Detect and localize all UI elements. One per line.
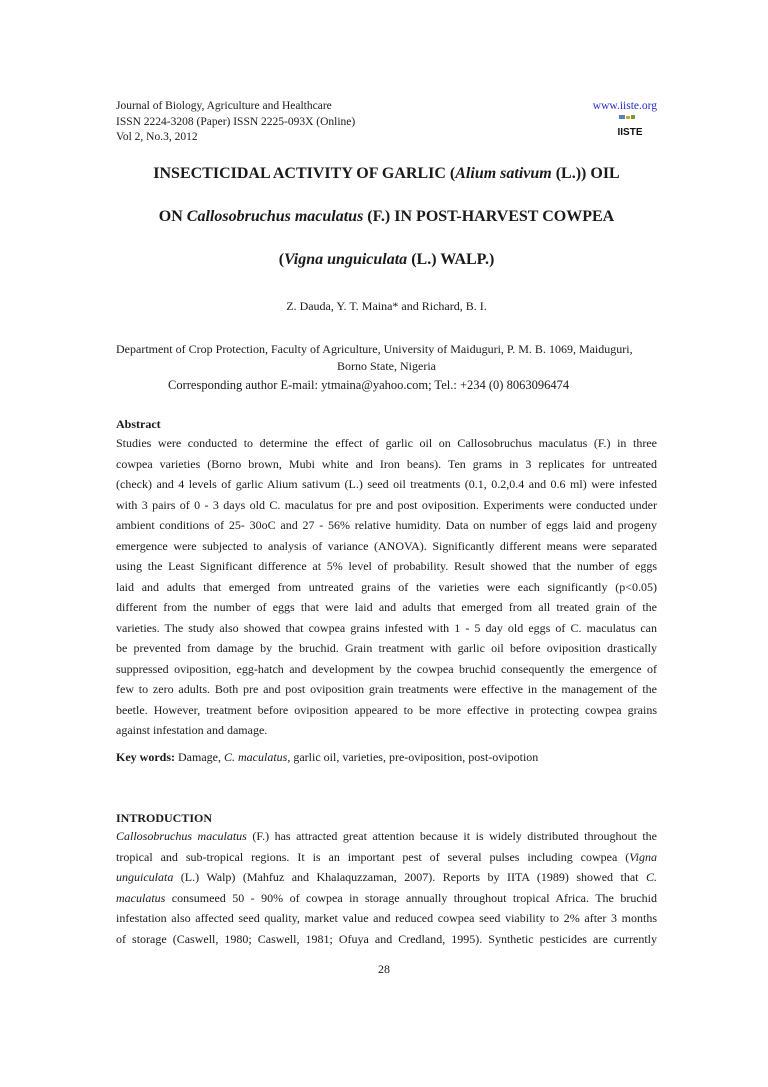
intro-line: unguiculata (L.) Walp) (Mahfuz and Khalaquzzaman, 2007). Reports by IITA (1989) showed that C. xyxy=(116,870,657,884)
abstract-line: beetle. However, treatment before oviposition appeared to be more effective in protecting cowpea grains xyxy=(116,702,657,717)
abstract-line: (check) and 4 levels of garlic Alium sativum (L.) seed oil treatments (0.1, 0.2,0.4 and 0.6 ml) were infested xyxy=(116,477,657,491)
journal-name: Journal of Biology, Agriculture and Healthcare xyxy=(116,100,332,112)
keywords-label: Key words: xyxy=(116,750,175,764)
affiliation-line-2: Borno State, Nigeria xyxy=(337,359,436,373)
title-line-2: ON Callosobruchus maculatus (F.) IN POST-HARVEST COWPEA xyxy=(158,208,615,225)
intro-line: tropical and sub-tropical regions. It is an important pest of several pulses including cowpea (Vigna xyxy=(116,849,657,864)
abstract-line: be prevented from damage by the bruchid. Grain treatment with garlic oil before oviposition drastically xyxy=(116,641,657,655)
abstract-line: Studies were conducted to determine the effect of garlic oil on Callosobruchus maculatus (F.) in three xyxy=(116,436,657,450)
journal-header xyxy=(116,99,657,146)
abstract-line: emergence were subjected to analysis of variance (ANOVA). Significantly different means were separated xyxy=(116,538,657,553)
journal-issn: ISSN 2224-3208 (Paper) ISSN 2225-093X (Online) xyxy=(116,115,356,128)
abstract-line: using the Least Significant difference at 5% level of probability. Result showed that the number of eggs xyxy=(116,559,657,573)
title-line-3: (Vigna unguiculata (L.) WALP.) xyxy=(278,251,495,268)
introduction-heading: INTRODUCTION xyxy=(116,811,213,825)
abstract-body xyxy=(116,433,657,741)
abstract-heading: Abstract xyxy=(116,417,161,431)
iiste-logo xyxy=(615,115,645,137)
abstract-line: laid and adults that emerged from untreated grains of the varieties were each significantly (p<0.05) xyxy=(116,579,657,594)
keywords: Key words: Damage, C. maculatus, garlic oil, varieties, pre-oviposition, post-ovipotion xyxy=(116,750,539,764)
abstract-line: ambient conditions of 25- 30oC and 27 - 56% relative humidity. Data on number of eggs laid and progeny xyxy=(116,518,657,532)
intro-line: Callosobruchus maculatus (F.) has attracted great attention because it is widely distributed throughout the xyxy=(116,829,657,843)
journal-volume: Vol 2, No.3, 2012 xyxy=(116,131,198,143)
abstract-line: suppressed oviposition, egg-hatch and development by the cowpea bruchid consequently the emergence of xyxy=(116,661,657,676)
abstract-line: with 3 pairs of 0 - 3 days old C. maculatus for pre and post oviposition. Experiments were conducted under xyxy=(116,497,657,512)
author-list: Z. Dauda, Y. T. Maina* and Richard, B. I. xyxy=(286,299,487,313)
abstract-line: few to zero adults. Both pre and post oviposition grain treatments were effective in the management of the xyxy=(116,682,657,696)
title-line-1: INSECTICIDAL ACTIVITY OF GARLIC (Alium sativum (L.)) OIL xyxy=(153,165,620,182)
journal-url-link[interactable]: www.iiste.org xyxy=(592,100,657,112)
intro-line: of storage (Caswell, 1980; Caswell, 1981; Ofuya and Credland, 1995). Synthetic pesticides are currently xyxy=(116,931,657,946)
intro-line: maculatus consumeed 50 - 90% of cowpea in storage annually throughout tropical Africa. The bruchid xyxy=(116,890,657,905)
page-number: 28 xyxy=(378,962,390,976)
abstract-line: against infestation and damage. xyxy=(116,723,268,737)
abstract-line: cowpea varieties (Borno brown, Mubi white and Iron beans). Ten grams in 3 replicates for untreated xyxy=(116,456,657,471)
abstract-line: varieties. The study also showed that cowpea grains infested with 1 - 5 day old eggs of C. maculatus can xyxy=(116,620,657,635)
corresponding-author: Corresponding author E-mail: ytmaina@yahoo.com; Tel.: +234 (0) 8063096474 xyxy=(168,378,570,392)
intro-line: infestation also affected seed quality, market value and reduced cowpea seed viability to 2% after 3 months xyxy=(116,911,657,925)
abstract-line: different from the number of eggs that were laid and adults that emerged from all treated grain of the xyxy=(116,600,657,614)
introduction-body xyxy=(116,826,657,949)
affiliation-line-1: Department of Crop Protection, Faculty of Agriculture, University of Maiduguri, P. M. B. 1069, Maiduguri, xyxy=(116,342,633,356)
svg-text:IISTE: IISTE xyxy=(617,127,643,137)
affiliation-block xyxy=(116,341,657,392)
